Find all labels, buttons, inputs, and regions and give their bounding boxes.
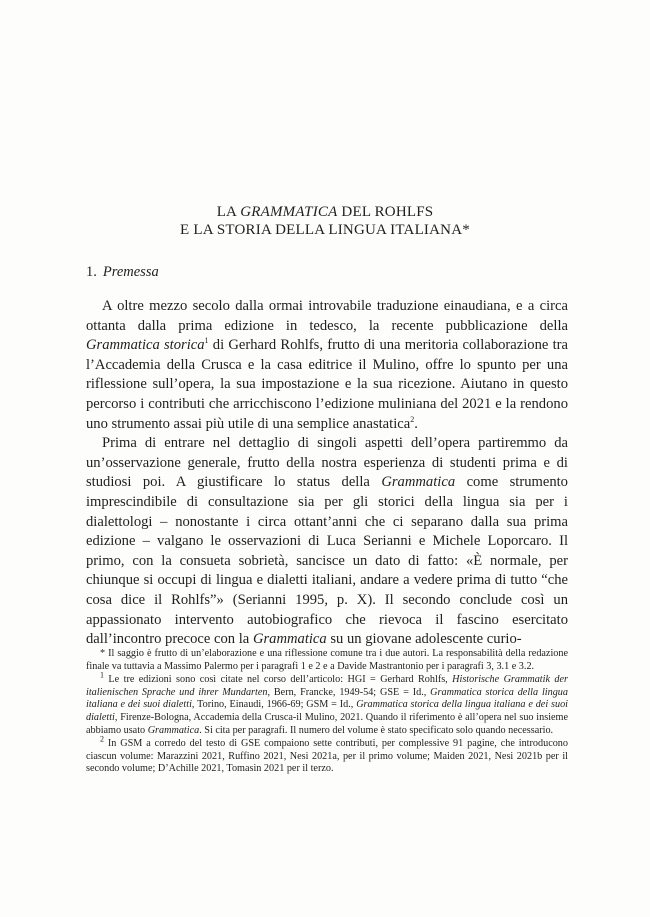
fn1-italic-d: Grammatica storica della lingua italiana e dei suoi dialetti	[86, 686, 568, 711]
fn1-italic-b: Historische Grammatik der italienischen Sprache und ihrer Mundarten	[86, 674, 568, 698]
fn1-text-a: Le tre edizioni sono così citate nel corso dell’articolo: HGI = Gerhard Rohlfs,	[104, 674, 453, 686]
body-text	[86, 297, 568, 650]
footnote-2	[86, 734, 568, 776]
title-italic-word: GRAMMATICA	[240, 204, 338, 220]
fn1-text-c: , Bern, Francke, 1949-54; GSE = Id.,	[267, 686, 431, 698]
fn1-text-g: , Firenze-Bologna, Accademia della Crusca-il Mulino, 2021. Quando il riferimento è all’opera nel suo insieme abbiamo usato	[86, 711, 568, 736]
para2-text-a: Prima di entrare nel dettaglio di singoli aspetti dell’opera partiremmo da un’osservazione generale, frutto della nostra esperienza di studenti prima e di studiosi poi. A giustificare lo status della	[86, 435, 568, 491]
para1-italic-title: Grammatica storica	[86, 337, 205, 354]
para2-italic-a: Grammatica	[381, 474, 456, 491]
article-title	[0, 203, 650, 239]
fn1-text-i: . Si cita per paragrafi. Il numero del volume è stato specificato solo quando necessario.	[199, 724, 554, 736]
para1-text-a: A oltre mezzo secolo dalla ormai introvabile traduzione einaudiana, e a circa ottanta dalla prima edizione in tedesco, la recente pubblicazione della	[86, 298, 568, 334]
footnote-ref-1[interactable]: 1	[204, 336, 209, 346]
fn1-italic-h: Grammatica	[147, 724, 200, 736]
para1-text-f: .	[414, 415, 418, 432]
paragraph-2	[86, 434, 568, 650]
fn2-text: In GSM a corredo del testo di GSE compaiono sette contributi, per complessive 91 pagine, che introducono ciascun volume: Marazzini 2021, Ruffino 2021, Nesi 2021a, per il primo volume; Maiden 2021, Nesi 2021b per il secondo volume; D’Achille 2021, Tomasin 2021 per il terzo.	[86, 738, 568, 775]
section-heading	[86, 263, 159, 281]
para1-text-d: di Gerhard Rohlfs, frutto di una meritoria collaborazione tra l’Accademia della Crusca e la casa editrice il Mulino, offre lo spunto per una riflessione sull’opera, la sua impostazione e la sua ricezione. Aiutano in questo percorso i contributi che arricchiscono l’edizione muliniana del 2021 e la rendono uno strumento assai più utile di una semplice anastatica	[86, 337, 568, 432]
section-name: Premessa	[102, 264, 159, 280]
para2-text-e: su un giovane adolescente curio-	[326, 631, 522, 648]
section-number: 1.	[86, 264, 97, 280]
footnote-ref-2[interactable]: 2	[410, 414, 415, 424]
title-suffix: DEL ROHLFS	[337, 204, 434, 220]
footnote-star: * Il saggio è frutto di un’elaborazione e una riflessione comune tra i due autori. La responsabilità della redazione finale va tuttavia a Massimo Palermo per i paragrafi 1 e 2 e a Davide Mastrantonio per i paragrafi 3, 3.1 e 3.2.	[86, 648, 568, 672]
paragraph-1	[86, 297, 568, 434]
footnote-1-marker: 1	[100, 670, 104, 680]
footnote-1	[86, 670, 568, 737]
para2-text-c: come strumento imprescindibile di consultazione sia per gli storici della lingua sia per i dialettologi – nonostante i circa ottant’anni che ci separano dalla sua prima edizione – valgano le osservazioni di Luca Serianni e Michele Loporcaro. Il primo, con la consueta sobrietà, sancisce un dato di fatto: «È normale, per chiunque si occupi di lingua e dialetti italiani, andare a vedere prima di tutto “che cosa dice il Rohlfs”» (Serianni 1995, p. X). Il secondo conclude così un appassionato intervento autobiografico che rievoca il fascino esercitato dall’incontro precoce con la	[86, 474, 568, 648]
title-line-1	[0, 203, 650, 221]
fn1-italic-f: Grammatica storica della lingua italiana e dei suoi dialetti	[86, 699, 568, 723]
title-line-2: E LA STORIA DELLA LINGUA ITALIANA*	[180, 222, 470, 238]
footnotes	[86, 648, 568, 777]
footnote-2-marker: 2	[100, 734, 104, 744]
title-prefix: LA	[216, 204, 241, 220]
fn1-text-e: , Torino, Einaudi, 1966-69; GSM = Id.,	[191, 699, 357, 711]
para2-italic-b: Grammatica	[252, 631, 327, 648]
